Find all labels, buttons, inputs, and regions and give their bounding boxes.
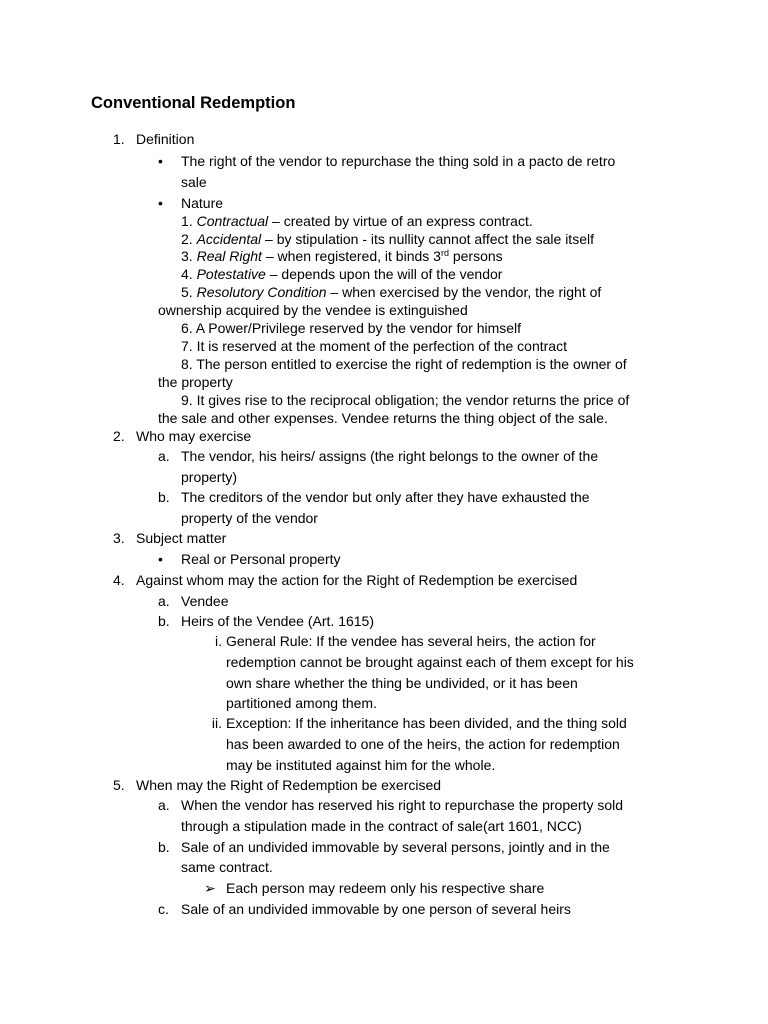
list-item-text: Each person may redeem only his respective share — [226, 880, 545, 896]
nature-term: Potestative — [196, 266, 266, 282]
exception-text: Exception: If the inheritance has been divided, and the thing sold — [226, 715, 627, 731]
list-item-text-cont: through a stipulation made in the contract of sale(art 1601, NCC) — [181, 818, 582, 834]
nature-term: Contractual — [196, 213, 269, 229]
general-rule-text-cont: partitioned among them. — [226, 695, 377, 711]
list-item-text: Heirs of the Vendee (Art. 1615) — [181, 613, 374, 629]
list-item-text: When the vendor has reserved his right to repurchase the property sold — [181, 797, 624, 813]
nature-desc: – when registered, it binds 3 — [261, 248, 441, 264]
nature-item-9: 9. It gives rise to the reciprocal obligation; the vendor returns the price of — [181, 392, 630, 408]
list-letter: b. — [158, 613, 170, 629]
list-letter: b. — [158, 839, 170, 855]
list-item-text: Sale of an undivided immovable by one person of several heirs — [181, 901, 571, 917]
nature-term: Accidental — [196, 231, 262, 247]
list-letter: c. — [158, 901, 169, 917]
list-item-text-cont: property) — [181, 469, 238, 485]
nature-item-9-cont: the sale and other expenses. Vendee returns the thing object of the sale. — [158, 410, 608, 426]
nature-item-8-cont: the property — [158, 374, 233, 390]
item-number: 1. — [181, 213, 193, 229]
list-item-text: Sale of an undivided immovable by several persons, jointly and in the — [181, 839, 610, 855]
section-number: 5. — [113, 777, 125, 793]
nature-item-7: 7. It is reserved at the moment of the perfection of the contract — [181, 338, 567, 354]
nature-desc: – when exercised by the vendor, the right of — [326, 284, 602, 300]
section-heading-subject-matter: Subject matter — [136, 530, 227, 546]
list-item-text: Vendee — [181, 593, 229, 609]
list-item-text: The vendor, his heirs/ assigns (the right belongs to the owner of the — [181, 448, 599, 464]
nature-item-5 — [181, 283, 601, 301]
nature-item-4 — [181, 265, 502, 283]
list-letter: a. — [158, 593, 170, 609]
nature-desc: – depends upon the will of the vendor — [265, 266, 503, 282]
section-number: 2. — [113, 428, 125, 444]
list-item-text: The creditors of the vendor but only after they have exhausted the — [181, 489, 590, 505]
general-rule-text-cont: own share whether the thing be undivided, or it has been — [226, 675, 578, 691]
nature-item-3 — [181, 247, 503, 265]
item-number: 3. — [181, 248, 193, 264]
list-letter: a. — [158, 448, 170, 464]
nature-desc-tail: persons — [448, 248, 503, 264]
list-letter: b. — [158, 489, 170, 505]
section-heading-who-may-exercise: Who may exercise — [136, 428, 252, 444]
section-heading-against-whom: Against whom may the action for the Right of Redemption be exercised — [136, 572, 578, 588]
nature-item-6: 6. A Power/Privilege reserved by the vendor for himself — [181, 320, 522, 336]
general-rule-text: General Rule: If the vendee has several heirs, the action for — [226, 633, 596, 649]
list-item-text: Real or Personal property — [181, 551, 341, 567]
section-number: 1. — [113, 131, 125, 147]
roman-numeral: ii. — [211, 715, 222, 731]
list-item-text-cont: same contract. — [181, 859, 273, 875]
bullet-marker: • — [158, 153, 163, 169]
section-number: 4. — [113, 572, 125, 588]
list-item-text-cont: property of the vendor — [181, 510, 318, 526]
bullet-marker: • — [158, 195, 163, 211]
definition-text-cont: sale — [181, 174, 207, 190]
nature-term: Resolutory Condition — [196, 284, 327, 300]
nature-item-2 — [181, 230, 594, 248]
bullet-marker: • — [158, 551, 163, 567]
nature-term: Real Right — [196, 248, 262, 264]
document-title: Conventional Redemption — [91, 94, 296, 112]
nature-desc: – created by virtue of an express contract. — [268, 213, 533, 229]
general-rule-text-cont: redemption cannot be brought against each of them except for his — [226, 654, 634, 670]
arrow-bullet-icon: ➢ — [204, 880, 216, 896]
section-heading-definition: Definition — [136, 131, 195, 147]
nature-item-8: 8. The person entitled to exercise the right of redemption is the owner of — [181, 356, 627, 372]
section-heading-when-may: When may the Right of Redemption be exercised — [136, 777, 442, 793]
exception-text-cont: has been awarded to one of the heirs, the action for redemption — [226, 736, 620, 752]
item-number: 2. — [181, 231, 193, 247]
nature-item-5-cont: ownership acquired by the vendee is extinguished — [158, 302, 468, 318]
item-number: 4. — [181, 266, 193, 282]
exception-text-cont: may be instituted against him for the whole. — [226, 757, 496, 773]
superscript: rd — [440, 248, 449, 258]
roman-numeral: i. — [215, 633, 222, 649]
nature-desc: – by stipulation - its nullity cannot affect the sale itself — [261, 231, 594, 247]
nature-heading: Nature — [181, 195, 224, 211]
nature-item-1 — [181, 212, 533, 230]
list-letter: a. — [158, 797, 170, 813]
item-number: 5. — [181, 284, 193, 300]
section-number: 3. — [113, 530, 125, 546]
definition-text: The right of the vendor to repurchase the thing sold in a pacto de retro — [181, 153, 616, 169]
